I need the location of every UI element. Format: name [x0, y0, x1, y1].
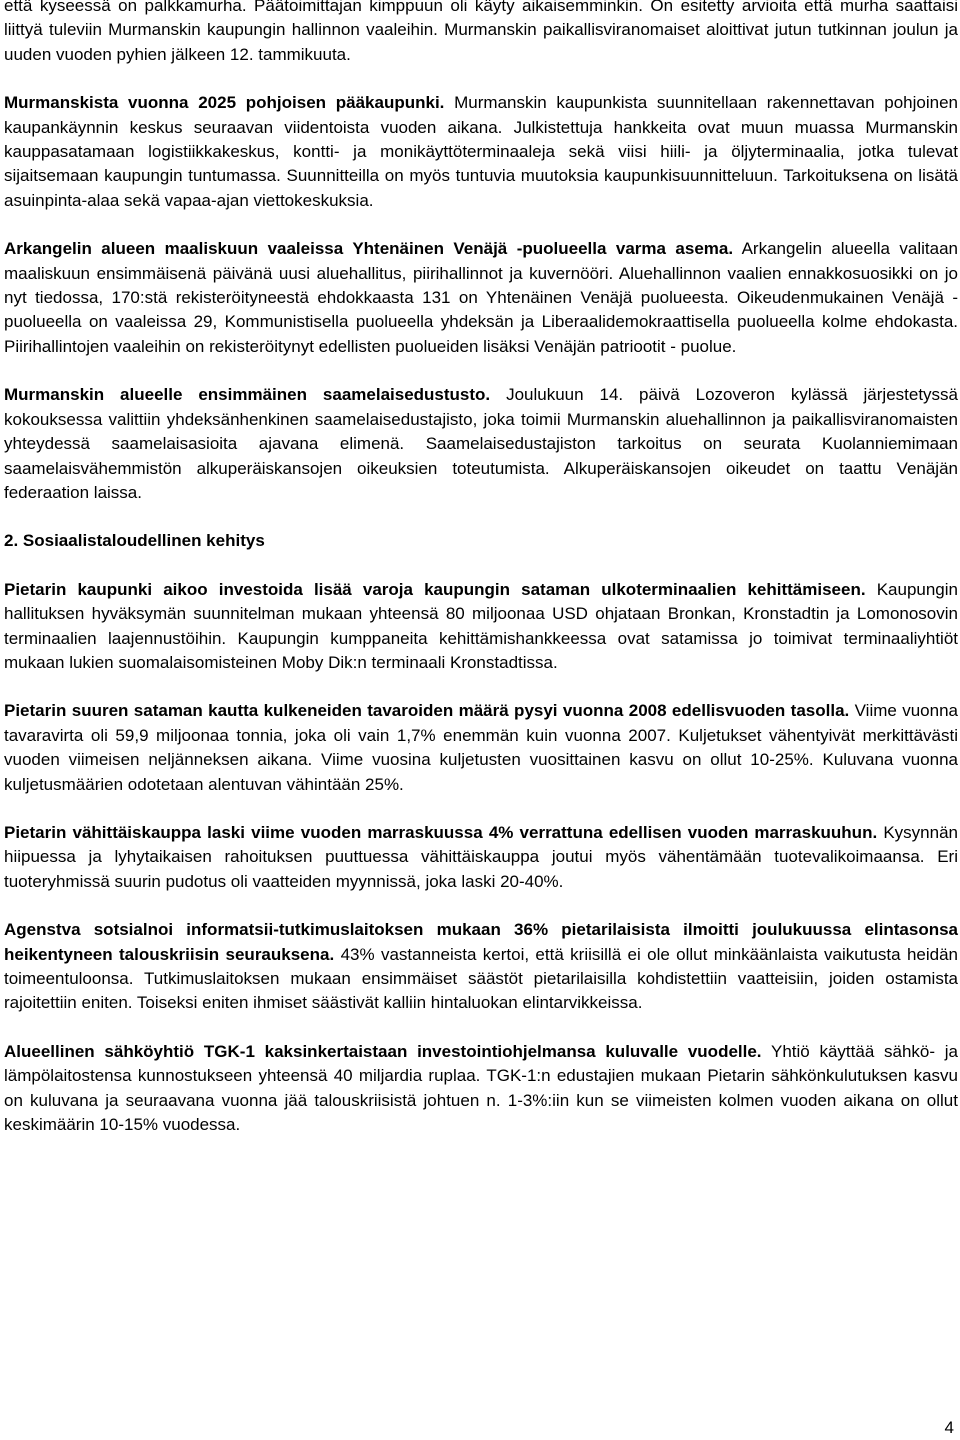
section-heading: [4, 529, 958, 553]
article-sami-representation: [4, 383, 958, 505]
article-port-cargo: [4, 699, 958, 797]
article-body: Viime vuonna tavaravirta oli 59,9 miljoonaa tonnia, joka oli vain 1,7% enemmän kuin vuonna 2007. Kuljetukset vähentyivät merkittävästi vuoden viimeisen neljänneksen aikana. Viime vuosina kuljetusten vuosittainen kasvu on ollut 10-25%. Kuluvana vuonna kuljetusmäärien odotetaan alentuvan vähintään 25%.: [4, 701, 958, 794]
article-body: Arkangelin alueella valitaan maaliskuun ensimmäisenä päivänä uusi aluehallitus, piirihallinnot ja kuvernööri. Aluehallinnon vaalien ennakkosuosikki on jo nyt tiedossa, 170:stä rekisteröityneestä ehdokkaasta 131 on Yhtenäinen Venäjä puolueesta. Oikeudenmukainen Venäjä -puolueella on vaaleissa 29, Kommunistisella puolueella yhdeksän ja Liberaalidemokraattisella puolueella kolme ehdokasta. Piirihallintojen vaaleihin on rekisteröitynyt edellisten puolueiden lisäksi Venäjän patriootit - puolue.: [4, 239, 958, 356]
article-heading: Pietarin suuren sataman kautta kulkeneiden tavaroiden määrä pysyi vuonna 2008 edellisvuoden tasolla.: [4, 701, 850, 721]
article-heading: Agenstva sotsialnoi informatsii-tutkimuslaitoksen mukaan 36% pietarilaisista ilmoitti joulukuussa elintasonsa heikentyneen talouskriisin seurauksena.: [4, 920, 958, 964]
article-retail-decline: [4, 821, 958, 894]
article-port-terminals: [4, 578, 958, 676]
article-heading: Murmanskin alueelle ensimmäinen saamelaisedustusto.: [4, 385, 491, 405]
article-body: Murmanskin kaupunkista suunnitellaan rakennettavan pohjoinen kaupankäynnin keskus seuraavan viidentoista vuoden aikana. Julkistettuja hankkeita ovat muun muassa Murmanskin kauppasatamaan logistiikkakeskus, kontti- ja monikäyttöterminaaleja sekä viisi hiili- ja öljyterminaalia, jotka tulevat sijaitsemaan kaupungin tuntumassa. Suunnitteilla on myös tuntuvia muutoksia kaupunkisuunnitteluun. Tarkoituksena on lisätä asuinpinta-alaa sekä vapaa-ajan viettokeskuksia.: [4, 93, 958, 210]
article-body: Kaupungin hallituksen hyväksymän suunnitelman mukaan yhteensä 80 miljoonaa USD ohjataan Bronkan, Kronstadtin ja Lomonosovin terminaalien laajennustöihin. Kaupungin kumppaneita kehittämishankkeessa ovat satamissa jo toimivat terminaaliyhtiöt mukaan lukien suomalaisomisteinen Moby Dik:n terminaali Kronstadtissa.: [4, 579, 958, 672]
section-title: Sosiaalistaloudellinen kehitys: [18, 531, 265, 551]
article-heading: Murmanskista vuonna 2025 pohjoisen pääkaupunki.: [4, 93, 445, 113]
article-heading: Pietarin kaupunki aikoo investoida lisää varoja kaupungin sataman ulkoterminaalien kehittämiseen.: [4, 579, 866, 599]
intro-paragraph: että kyseessä on palkkamurha. Päätoimittajan kimppuun oli käyty aikaisemminkin. On esitetty arvioita että murha saattaisi liittyä tuleviin Murmanskin kaupungin hallinnon vaaleihin. Murmanskin paikallisviranomaiset aloittivat jutun tutkinnan joulun ja uuden vuoden pyhien jälkeen 12. tammikuuta.: [4, 0, 958, 64]
article-tgk1-investment: [4, 1040, 958, 1138]
article-living-standard-survey: [4, 918, 958, 1016]
section-number: 2.: [4, 531, 19, 551]
article-arkangel-elections: [4, 237, 958, 359]
article-body: 43% vastanneista kertoi, että kriisillä ei ole ollut minkäänlaista vaikutusta heidän toimeentuloonsa. Tutkimuslaitoksen mukaan ensimmäiset säästöt pietarilaisilla kohdistettiin vaatteisiin, joiden ostamista rajoitettiin eniten. Toiseksi eniten ihmiset säästivät kalliin hintaluokan elintarvikkeissa.: [4, 944, 958, 1013]
article-body: Kysynnän hiipuessa ja lyhytaikaisen rahoituksen puuttuessa vähittäiskauppa joutui myös vähentämään tuotevalikoimaansa. Eri tuoteryhmissä suurin pudotus oli vaatteiden myynnissä, joka laski 20-40%.: [4, 822, 958, 891]
page-number: 4: [944, 1418, 954, 1437]
article-murmansk-capital: [4, 91, 958, 213]
article-heading: Alueellinen sähköyhtiö TGK-1 kaksinkertaistaan investointiohjelmansa kuluvalle vuodelle.: [4, 1041, 762, 1061]
article-body: Yhtiö käyttää sähkö- ja lämpölaitostensa kunnostukseen yhteensä 40 miljardia ruplaa. TGK-1:n edustajien mukaan Pietarin sähkönkulutuksen kasvu on kuluvana ja seuraavana vuonna jää talouskriisistä johtuen n. 1-3%:iin kun se viimeisten kolmen vuoden aikana on ollut keskimäärin 10-15% vuodessa.: [4, 1041, 959, 1135]
article-body: Joulukuun 14. päivä Lozoveron kylässä järjestetyssä kokouksessa valittiin yhdeksänhenkinen saamelaisedustajisto, joka toimii Murmanskin aluehallinnon ja paikallisviranomaisten yhteydessä saamelaisasioita ajavana elimenä. Saamelaisedustajiston tarkoitus on seurata Kuolanniemimaan saamelaisvähemmistön alkuperäiskansojen oikeuksien toteutumista. Alkuperäiskansojen oikeudet on taattu Venäjän federaation laissa.: [4, 385, 959, 502]
article-heading: Pietarin vähittäiskauppa laski viime vuoden marraskuussa 4% verrattuna edellisen vuoden marraskuuhun.: [4, 822, 878, 842]
article-heading: Arkangelin alueen maaliskuun vaaleissa Yhtenäinen Venäjä -puolueella varma asema.: [4, 239, 734, 259]
